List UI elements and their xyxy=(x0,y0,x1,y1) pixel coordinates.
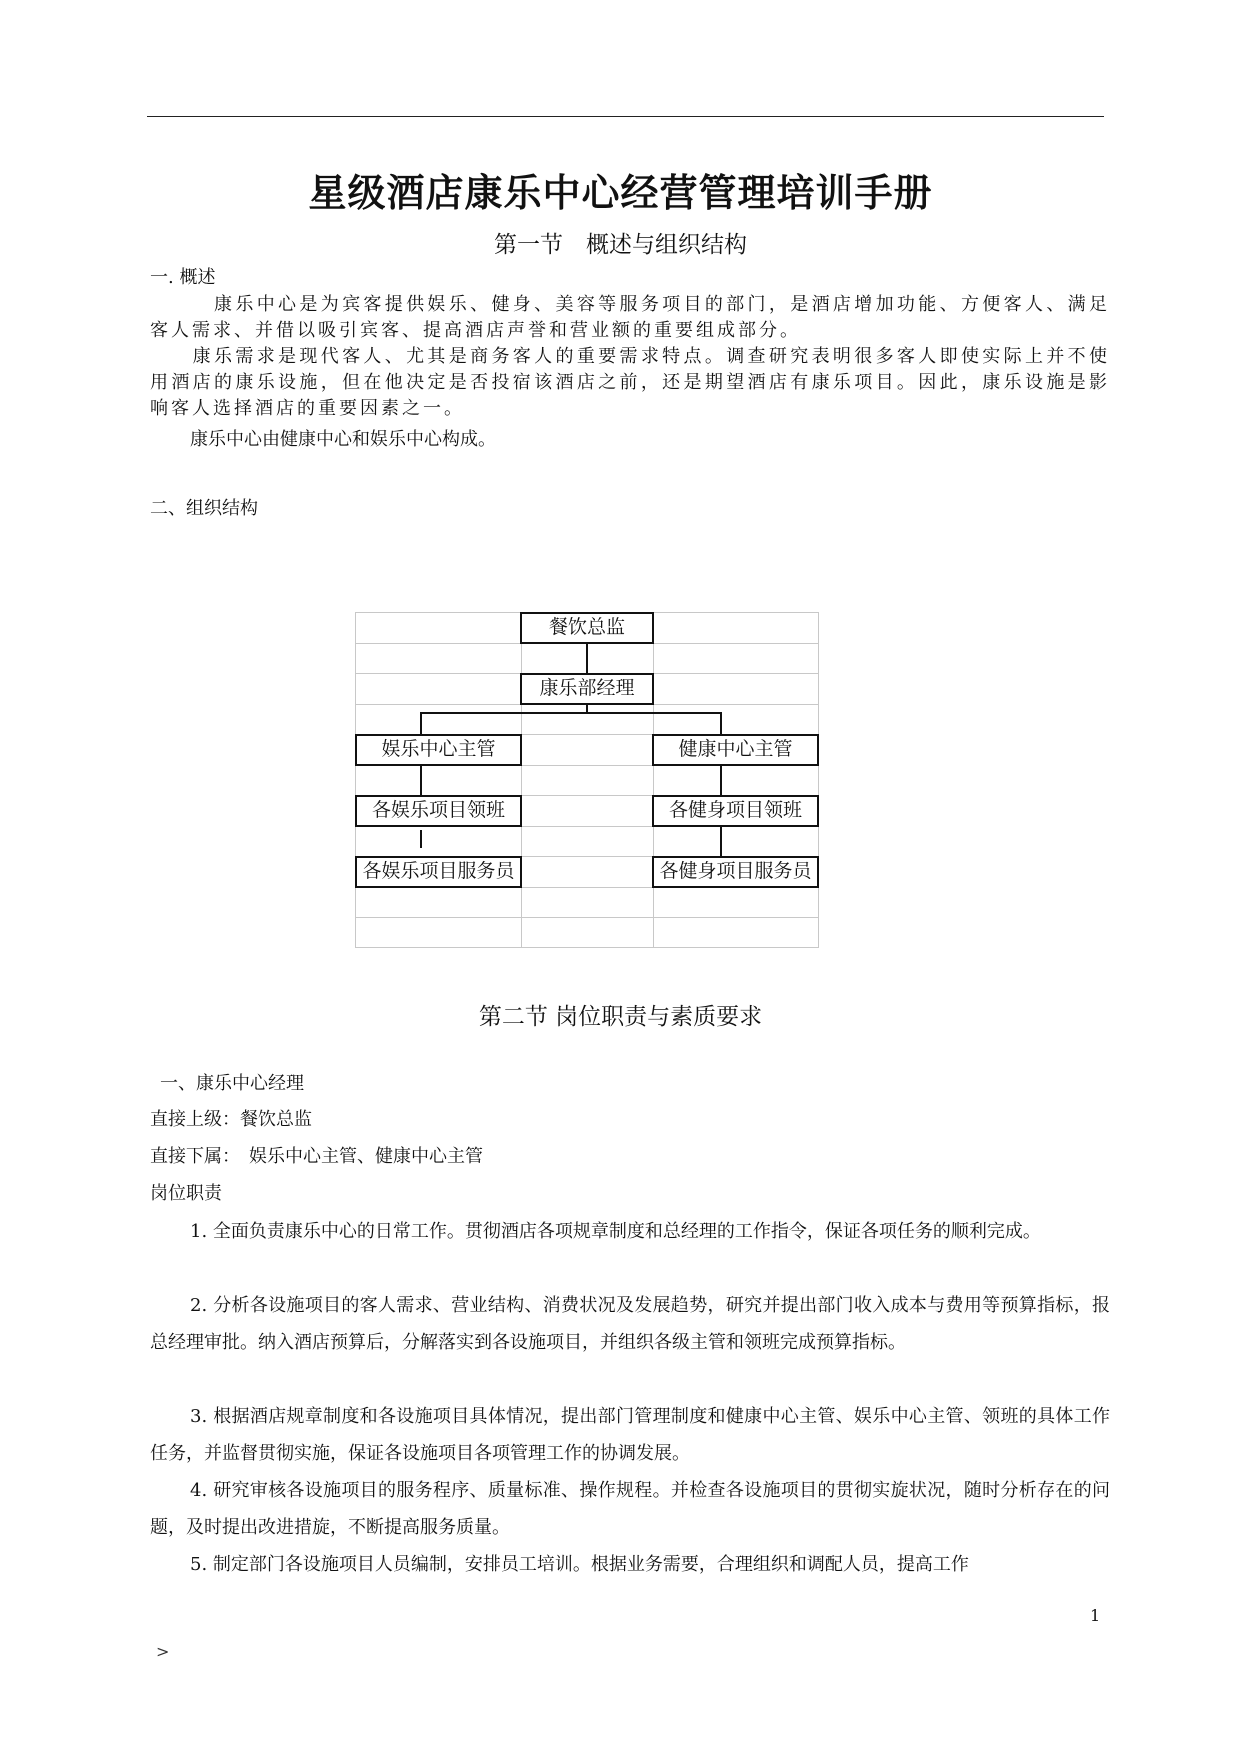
direct-superior: 直接上级：餐饮总监 xyxy=(150,1109,312,1130)
footer-mark: > xyxy=(156,1642,170,1661)
org-box-fitness-leads: 各健身项目领班 xyxy=(652,795,819,827)
org-box-entertainment-staff: 各娱乐项目服务员 xyxy=(355,856,522,888)
section1-heading: 第一节 概述与组织结构 xyxy=(494,232,747,258)
org-box-health-supervisor: 健康中心主管 xyxy=(652,734,819,766)
header-rule xyxy=(147,116,1104,117)
org-chart xyxy=(355,612,819,948)
document-title: 星级酒店康乐中心经营管理培训手册 xyxy=(308,171,933,215)
overview-paragraph-1: 康乐中心是为宾客提供娱乐、健身、美容等服务项目的部门，是酒店增加功能、方便客人、满足客人需求、并借以吸引宾客、提高酒店声誉和营业额的重要组成部分。 xyxy=(150,294,1110,341)
role-heading: 一、康乐中心经理 xyxy=(160,1073,304,1094)
duty-4: 4. 研究审核各设施项目的服务程序、质量标准、操作规程。并检查各设施项目的贯彻实旋状况，随时分析存在的问题，及时提出改进措旋，不断提高服务质量。 xyxy=(150,1480,1110,1538)
org-box-entertainment-supervisor: 娱乐中心主管 xyxy=(355,734,522,766)
org-box-fitness-staff: 各健身项目服务员 xyxy=(652,856,819,888)
overview-paragraph-2: 康乐需求是现代客人、尤其是商务客人的重要需求特点。调查研究表明很多客人即使实际上并不使用酒店的康乐设施，但在他决定是否投宿该酒店之前，还是期望酒店有康乐项目。因此，康乐设施是影响客人选择酒店的重要因素之一。 xyxy=(150,346,1110,419)
org-box-recreation-manager: 康乐部经理 xyxy=(520,673,654,705)
structure-heading: 二、组织结构 xyxy=(150,498,258,519)
page-number: 1 xyxy=(1090,1606,1101,1625)
duties-heading: 岗位职责 xyxy=(150,1183,222,1204)
duty-5: 5. 制定部门各设施项目人员编制，安排员工培训。根据业务需要，合理组织和调配人员，提高工作 xyxy=(190,1554,969,1575)
org-box-catering-director: 餐饮总监 xyxy=(520,612,654,644)
duty-3: 3. 根据酒店规章制度和各设施项目具体情况，提出部门管理制度和健康中心主管、娱乐中心主管、领班的具体工作任务，并监督贯彻实施，保证各设施项目各项管理工作的协调发展。 xyxy=(150,1406,1110,1464)
overview-heading: 一. 概述 xyxy=(150,267,216,288)
composition-text: 康乐中心由健康中心和娱乐中心构成。 xyxy=(190,429,496,450)
duty-1: 1. 全面负责康乐中心的日常工作。贯彻酒店各项规章制度和总经理的工作指令，保证各项任务的顺利完成。 xyxy=(190,1221,1041,1242)
duty-2: 2. 分析各设施项目的客人需求、营业结构、消费状况及发展趋势，研究并提出部门收入成本与费用等预算指标，报总经理审批。纳入酒店预算后，分解落实到各设施项目，并组织各级主管和领班完成预算指标。 xyxy=(150,1295,1110,1353)
direct-subordinates: 直接下属： 娱乐中心主管、健康中心主管 xyxy=(150,1146,483,1167)
org-box-entertainment-leads: 各娱乐项目领班 xyxy=(355,795,522,827)
section2-heading: 第二节 岗位职责与素质要求 xyxy=(478,1004,763,1030)
